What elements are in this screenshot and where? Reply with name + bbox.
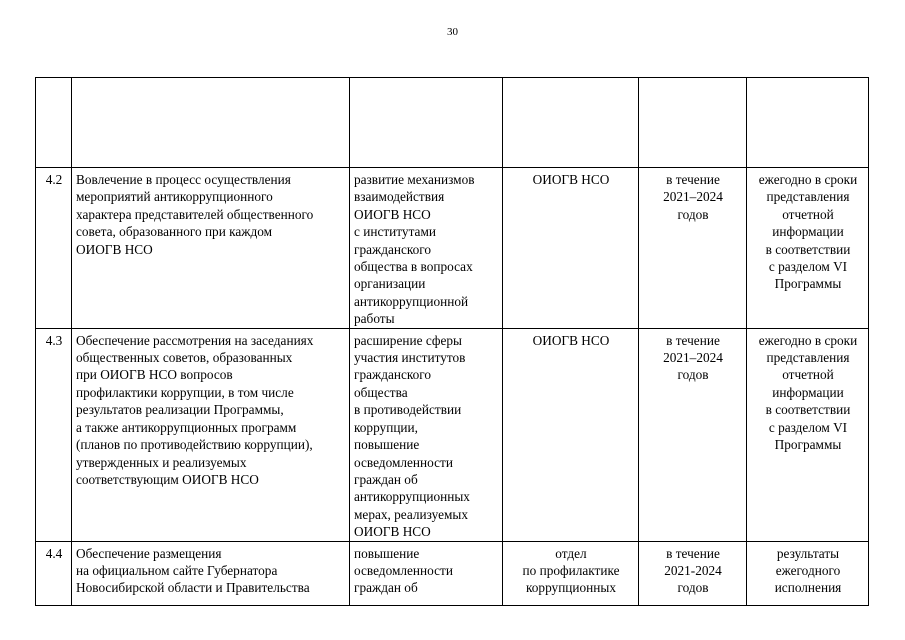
cell-event-line: общественных советов, образованных [76, 350, 293, 366]
cell-event [72, 541, 350, 605]
table-row [36, 168, 869, 329]
cell-executor-line: ОИОГВ НСО [532, 332, 610, 348]
cell-report-line: отчетной [782, 367, 834, 383]
cell-goal-line: гражданского [354, 367, 432, 383]
cell-event-line: (планов по противодействию коррупции), [76, 437, 313, 453]
cell-event-line: соответствующим ОИОГВ НСО [76, 471, 259, 487]
cell-event-line: Вовлечение в процесс осуществления [76, 172, 291, 187]
cell-goal-line: организации [354, 276, 426, 292]
cell-event-line: совета, образованного при каждом [76, 224, 273, 240]
cell-goal-line: антикоррупционной [354, 293, 469, 309]
cell-goal-line: общества [354, 384, 408, 400]
cell-goal-line: антикоррупционных [354, 489, 470, 505]
action-plan-table [35, 77, 869, 606]
table-row [36, 328, 869, 541]
table-row-empty [36, 78, 869, 168]
cell-event-line: Новосибирской области и Правительства [76, 580, 310, 596]
cell-report-line: с разделом VI [768, 259, 848, 275]
cell-event-line: утвержденных и реализуемых [76, 454, 247, 470]
cell-report-line: исполнения [774, 580, 842, 596]
cell-goal-line: повышение [354, 545, 420, 561]
cell-term [639, 541, 747, 605]
cell-term-line: 2021–2024 [663, 189, 723, 205]
cell-goal-line: граждан об [354, 580, 418, 596]
cell-empty [639, 78, 747, 168]
cell-goal-line: гражданского [354, 241, 432, 257]
cell-report [747, 328, 869, 541]
cell-goal-line: общества в вопросах [354, 259, 473, 275]
cell-executor [503, 168, 639, 329]
cell-event-line: мероприятий антикоррупционного [76, 189, 273, 205]
cell-event [72, 168, 350, 329]
cell-term-line: в течение [666, 545, 720, 561]
cell-goal-line: коррупции, [354, 419, 418, 435]
cell-executor-line: отдел [555, 545, 587, 561]
cell-event [72, 328, 350, 541]
cell-term [639, 328, 747, 541]
table-body [36, 78, 869, 606]
cell-goal-line: повышение [354, 437, 420, 453]
cell-goal-line: мерах, реализуемых [354, 506, 468, 522]
cell-goal-line: ОИОГВ НСО [354, 206, 431, 222]
cell-empty [36, 78, 72, 168]
cell-term-line: в течение [666, 332, 720, 348]
cell-goal-line: ОИОГВ НСО [354, 524, 431, 540]
cell-event-line: при ОИОГВ НСО вопросов [76, 367, 233, 383]
cell-goal-line: работы [354, 311, 395, 327]
cell-goal-line: расширение сферы [354, 332, 462, 348]
cell-report-line: отчетной [782, 206, 834, 222]
cell-report-line: результаты [776, 545, 840, 561]
cell-event-line: а также антикоррупционных программ [76, 419, 297, 435]
cell-term-line: 2021-2024 [664, 562, 722, 578]
cell-term-line: 2021–2024 [663, 350, 723, 366]
cell-report [747, 168, 869, 329]
cell-empty [747, 78, 869, 168]
cell-goal-line: в противодействии [354, 402, 462, 418]
cell-report-line: Программы [774, 276, 842, 292]
cell-empty [503, 78, 639, 168]
cell-report-line: ежегодного [775, 562, 841, 578]
cell-executor-line: по профилактике [522, 562, 620, 578]
cell-event-line: ОИОГВ НСО [76, 241, 153, 257]
cell-term [639, 168, 747, 329]
table-row [36, 541, 869, 605]
cell-event-line: Обеспечение рассмотрения на заседаниях [76, 332, 314, 348]
cell-report-line: в соответствии [765, 241, 851, 257]
cell-executor-line: ОИОГВ НСО [532, 172, 610, 187]
cell-report-line: ежегодно в сроки [758, 332, 858, 348]
cell-report-line: ежегодно в сроки [758, 172, 858, 187]
cell-executor-line: коррупционных [525, 580, 616, 596]
cell-report-line: представления [766, 189, 850, 205]
cell-goal-line: с институтами [354, 224, 436, 240]
cell-goal-line: осведомленности [354, 562, 453, 578]
cell-number: 4.2 [36, 168, 72, 329]
cell-term-line: годов [677, 367, 709, 383]
cell-term-line: в течение [666, 172, 720, 187]
cell-empty [350, 78, 503, 168]
page-number: 30 [447, 26, 458, 38]
cell-event-line: результатов реализации Программы, [76, 402, 284, 418]
cell-report-line: информации [772, 224, 844, 240]
cell-goal [350, 328, 503, 541]
cell-term-line: годов [677, 206, 709, 222]
cell-number: 4.3 [36, 328, 72, 541]
cell-event-line: на официальном сайте Губернатора [76, 562, 278, 578]
cell-goal-line: взаимодействия [354, 189, 445, 205]
cell-goal-line: осведомленности [354, 454, 453, 470]
cell-empty [72, 78, 350, 168]
cell-goal [350, 168, 503, 329]
cell-event-line: Обеспечение размещения [76, 545, 222, 561]
cell-executor [503, 328, 639, 541]
cell-goal-line: участия институтов [354, 350, 466, 366]
cell-report-line: с разделом VI [768, 419, 848, 435]
cell-executor [503, 541, 639, 605]
cell-goal [350, 541, 503, 605]
cell-report-line: Программы [774, 437, 842, 453]
cell-report-line: в соответствии [765, 402, 851, 418]
cell-event-line: профилактики коррупции, в том числе [76, 384, 294, 400]
cell-report-line: представления [766, 350, 850, 366]
cell-report-line: информации [772, 384, 844, 400]
cell-number: 4.4 [36, 541, 72, 605]
cell-event-line: характера представителей общественного [76, 206, 314, 222]
cell-report [747, 541, 869, 605]
cell-goal-line: развитие механизмов [354, 172, 475, 187]
cell-term-line: годов [677, 580, 709, 596]
cell-goal-line: граждан об [354, 471, 418, 487]
